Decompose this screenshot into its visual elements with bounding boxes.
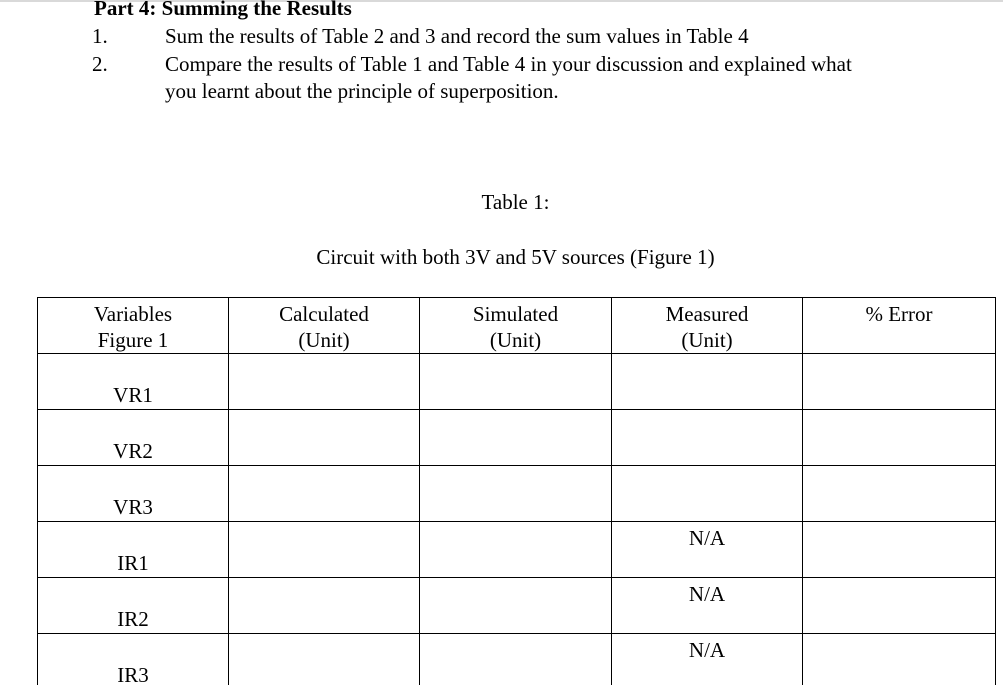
calculated-cell[interactable] bbox=[229, 578, 420, 634]
instruction-text bbox=[165, 51, 985, 105]
calculated-cell[interactable] bbox=[229, 634, 420, 685]
header-variables bbox=[38, 298, 229, 354]
simulated-cell[interactable] bbox=[420, 466, 612, 522]
variable-cell: IR3 bbox=[38, 634, 229, 685]
error-cell[interactable] bbox=[803, 410, 996, 466]
error-cell[interactable] bbox=[803, 522, 996, 578]
table-row-vr2 bbox=[38, 410, 996, 466]
table-caption: Circuit with both 3V and 5V sources (Figure 1) bbox=[316, 245, 715, 269]
table-header-row bbox=[38, 298, 996, 354]
calculated-cell[interactable] bbox=[229, 466, 420, 522]
header-simulated-line-1: Simulated bbox=[472, 302, 559, 326]
section-heading: Part 4: Summing the Results bbox=[94, 0, 352, 20]
variable-cell: VR1 bbox=[38, 354, 229, 410]
measured-cell[interactable] bbox=[612, 354, 803, 410]
instruction-text: Sum the results of Table 2 and 3 and record the sum values in Table 4 bbox=[165, 24, 749, 48]
variable-cell: VR3 bbox=[38, 466, 229, 522]
header-calculated-line-2: (Unit) bbox=[298, 328, 350, 352]
table-row-vr3 bbox=[38, 466, 996, 522]
measured-cell: N/A bbox=[612, 522, 803, 578]
calculated-cell[interactable] bbox=[229, 522, 420, 578]
simulated-cell[interactable] bbox=[420, 354, 612, 410]
error-cell[interactable] bbox=[803, 354, 996, 410]
header-simulated bbox=[420, 298, 612, 354]
header-measured-line-1: Measured bbox=[665, 302, 749, 326]
table-row-ir1 bbox=[38, 522, 996, 578]
header-calculated-line-1: Calculated bbox=[279, 302, 369, 326]
header-variables-line-2: Figure 1 bbox=[97, 328, 169, 352]
instruction-number: 1. bbox=[92, 24, 108, 48]
results-table bbox=[37, 297, 996, 685]
error-cell[interactable] bbox=[803, 466, 996, 522]
measured-cell: N/A bbox=[612, 634, 803, 685]
simulated-cell[interactable] bbox=[420, 410, 612, 466]
calculated-cell[interactable] bbox=[229, 410, 420, 466]
table-title: Table 1: bbox=[481, 190, 550, 214]
header-measured-line-2: (Unit) bbox=[681, 328, 733, 352]
simulated-cell[interactable] bbox=[420, 578, 612, 634]
table-row-vr1 bbox=[38, 354, 996, 410]
instruction-text-line-1: Compare the results of Table 1 and Table 4 in your discussion and explained what bbox=[165, 52, 852, 76]
header-measured bbox=[612, 298, 803, 354]
error-cell[interactable] bbox=[803, 634, 996, 685]
simulated-cell[interactable] bbox=[420, 634, 612, 685]
table-row-ir3 bbox=[38, 634, 996, 685]
calculated-cell[interactable] bbox=[229, 354, 420, 410]
measured-cell[interactable] bbox=[612, 466, 803, 522]
header-variables-line-1: Variables bbox=[93, 302, 173, 326]
measured-cell: N/A bbox=[612, 578, 803, 634]
measured-cell[interactable] bbox=[612, 410, 803, 466]
error-cell[interactable] bbox=[803, 578, 996, 634]
variable-cell: IR2 bbox=[38, 578, 229, 634]
table-row-ir2 bbox=[38, 578, 996, 634]
instruction-text-line-2: you learnt about the principle of superposition. bbox=[165, 79, 559, 103]
header-error bbox=[803, 298, 996, 354]
header-calculated bbox=[229, 298, 420, 354]
instruction-number: 2. bbox=[92, 52, 108, 76]
variable-cell: VR2 bbox=[38, 410, 229, 466]
variable-cell: IR1 bbox=[38, 522, 229, 578]
header-simulated-line-2: (Unit) bbox=[489, 328, 542, 352]
simulated-cell[interactable] bbox=[420, 522, 612, 578]
header-error-line-1: % Error bbox=[865, 302, 933, 326]
